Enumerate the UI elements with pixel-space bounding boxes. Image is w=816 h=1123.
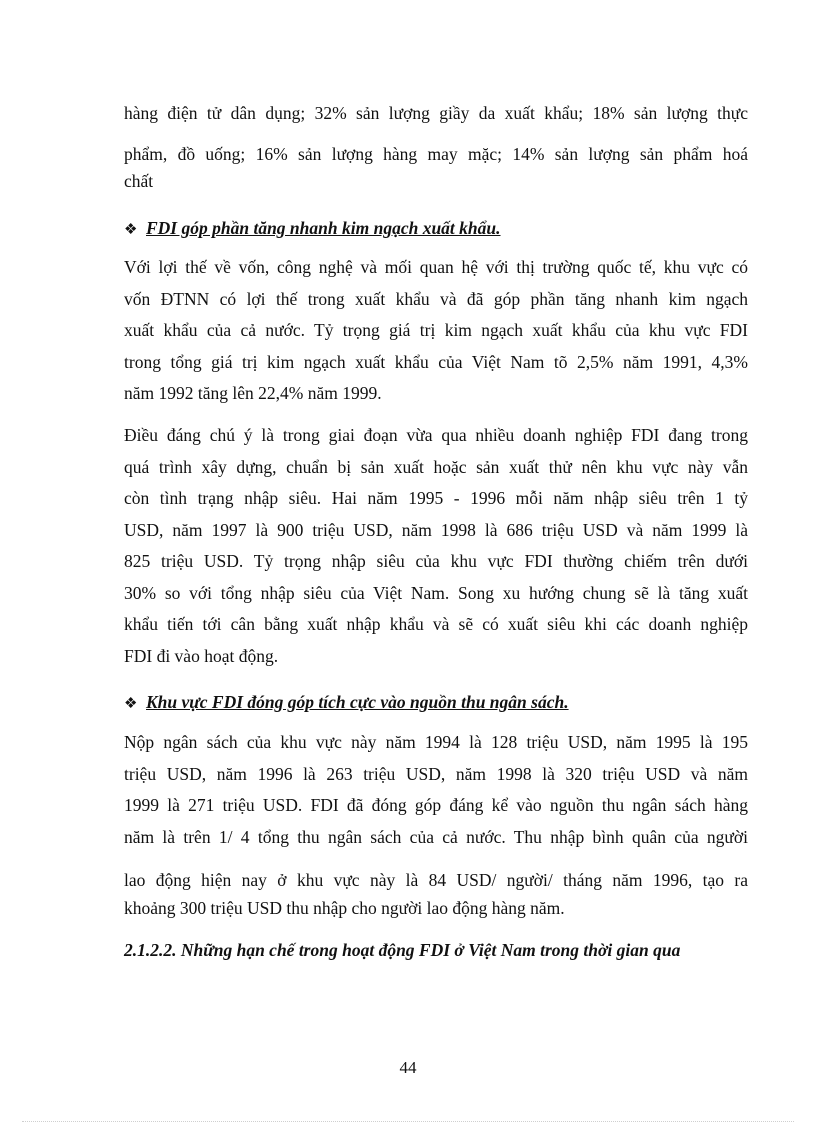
heading-export-growth xyxy=(124,216,501,242)
diamond-bullet-icon: ❖ xyxy=(124,222,138,238)
text-line: năm 1992 tăng lên 22,4% năm 1999. xyxy=(124,383,382,403)
diamond-bullet-icon: ❖ xyxy=(124,696,138,712)
text-line: khoảng 300 triệu USD thu nhập cho người lao động hàng năm. xyxy=(124,898,565,918)
text-line: triệu USD, năm 1996 là 263 triệu USD, năm 1998 là 320 triệu USD và năm xyxy=(124,763,748,784)
text-line: 825 triệu USD. Tỷ trọng nhập siêu của khu vực FDI thường chiếm trên dưới xyxy=(124,551,748,571)
text-line: năm là trên 1/ 4 tổng thu ngân sách của cả nước. Thu nhập bình quân của người xyxy=(124,826,748,847)
text-line: còn tình trạng nhập siêu. Hai năm 1995 - 1996 mỗi năm nhập siêu trên 1 tỷ xyxy=(124,488,748,508)
text-line: hàng điện tử dân dụng; 32% sản lượng giầy da xuất khẩu; 18% sản lượng thực xyxy=(124,103,748,123)
text-line: quá trình xây dựng, chuẩn bị sản xuất hoặc sản xuất thử nên khu vực này vẫn xyxy=(124,456,748,477)
footer-divider xyxy=(22,1121,794,1122)
text-line: vốn ĐTNN có lợi thế trong xuất khẩu và đã góp phần tăng nhanh kim ngạch xyxy=(124,288,748,309)
text-line: trong tổng giá trị kim ngạch xuất khẩu của Việt Nam tõ 2,5% năm 1991, 4,3% xyxy=(124,351,748,372)
text-line: Nộp ngân sách của khu vực này năm 1994 là 128 triệu USD, năm 1995 là 195 xyxy=(124,732,748,752)
text-line: chất xyxy=(124,171,154,191)
page-number: 44 xyxy=(399,1058,417,1077)
heading-text: FDI góp phần tăng nhanh kim ngạch xuất khẩu. xyxy=(146,218,501,238)
paragraph-worker-income xyxy=(124,865,748,921)
paragraph-production-share xyxy=(124,98,748,192)
section-heading-limitations: 2.1.2.2. Những hạn chế trong hoạt động FDI ở Việt Nam trong thời gian qua xyxy=(124,940,681,960)
heading-text: Khu vực FDI đóng góp tích cực vào nguồn thu ngân sách. xyxy=(146,692,569,712)
text-line: phẩm, đồ uống; 16% sản lượng hàng may mặc; 14% sản lượng sản phẩm hoá xyxy=(124,143,748,164)
text-line: Với lợi thế về vốn, công nghệ và mối quan hệ với thị trường quốc tế, khu vực có xyxy=(124,257,748,277)
text-line: 1999 là 271 triệu USD. FDI đã đóng góp đáng kể vào nguồn thu ngân sách hàng xyxy=(124,795,748,815)
text-line: FDI đi vào hoạt động. xyxy=(124,645,279,666)
text-line: khẩu tiến tới cân bằng xuất nhập khẩu và sẽ có xuất siêu khi các doanh nghiệp xyxy=(124,614,748,634)
text-line: Điều đáng chú ý là trong giai đoạn vừa qua nhiều doanh nghiệp FDI đang trong xyxy=(124,425,748,445)
heading-budget-contribution xyxy=(124,690,569,716)
paragraph-export-advantage xyxy=(124,252,748,410)
text-line: xuất khẩu của cả nước. Tỷ trọng giá trị kim ngạch xuất khẩu của khu vực FDI xyxy=(124,320,748,340)
text-line: 30% so với tổng nhập siêu của Việt Nam. Song xu hướng chung sẽ là tăng xuất xyxy=(124,582,748,603)
text-line: USD, năm 1997 là 900 triệu USD, năm 1998 là 686 triệu USD và năm 1999 là xyxy=(124,519,748,540)
paragraph-trade-deficit xyxy=(124,420,748,672)
paragraph-budget-revenue xyxy=(124,727,748,853)
text-line: lao động hiện nay ở khu vực này là 84 USD/ người/ tháng năm 1996, tạo ra xyxy=(124,870,748,890)
